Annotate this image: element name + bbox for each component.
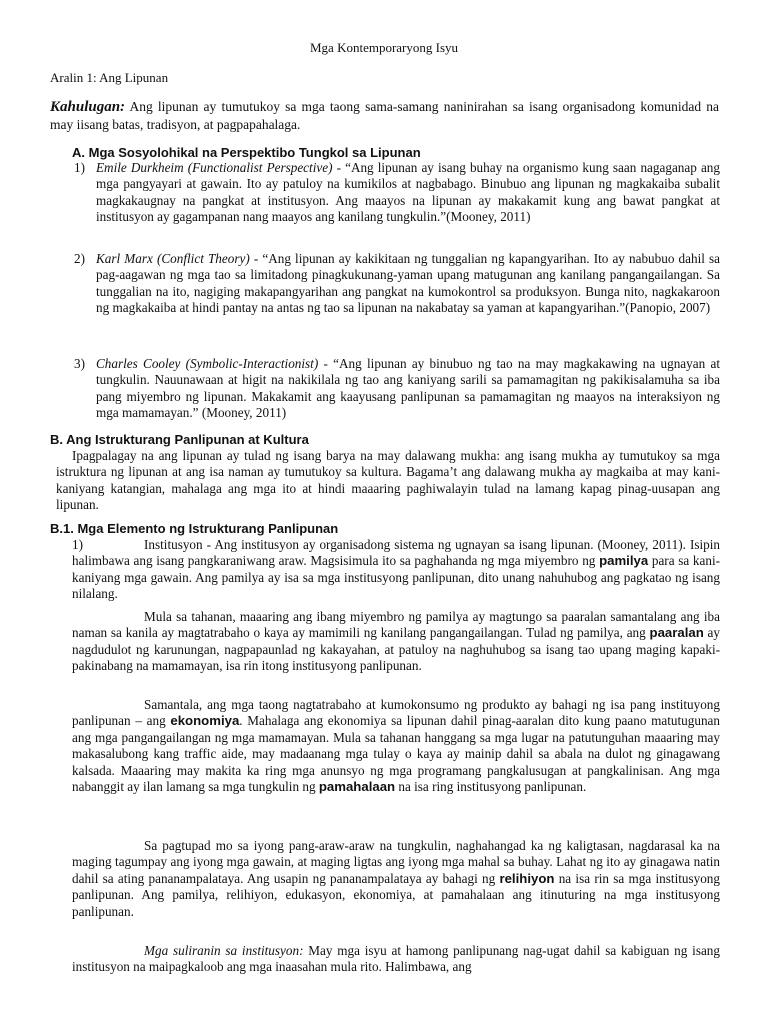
paragraph-text: Mula sa tahanan, maaaring ang ibang miyembro ng pamilya ay magtungo sa paaralan samantalang ang iba naman sa kanila ay magtatrabaho o kaya ay mamimili ng kanilang pangangailangan. Tulad ng pamilya, ang (72, 609, 720, 641)
problems-label: Mga suliranin sa institusyon: (144, 943, 304, 958)
institution-problems-paragraph (72, 943, 720, 976)
lesson-title: Aralin 1: Ang Lipunan (50, 70, 169, 85)
keyword-relihiyon: relihiyon (499, 870, 555, 886)
paragraph-text: na isa rin sa mga institusyong panlipunan. Ang pamilya, relihiyon, edukasyon, ekonomiya, at pamahalaan ang itinuturing na mga institusyong panlipunan. (72, 870, 720, 919)
item-number: 2) (74, 251, 85, 266)
document-title: Mga Kontemporaryong Isyu (309, 40, 459, 55)
perspective-text: - “Ang lipunan ay binubuo ng tao na may magkakawing na ugnayan at tungkulin. Nauunawaan at higit na nakikilala ng tao ang kaniyang sarili sa pamamagitan ng pakikisalamuha sa iba pang miyembro ng lipunan. Makakamit ang kaayusang panlipunan sa pamamagitan ng maayos na interaksiyon ng mga mamamayan.” (Mooney, 2011) (96, 356, 720, 421)
perspective-item (74, 160, 720, 226)
keyword-paaralan: paaralan (649, 625, 704, 641)
section-b1-heading: B.1. Mga Elemento ng Istrukturang Panlipunan (50, 521, 339, 536)
section-a-heading: A. Mga Sosyolohikal na Perspektibo Tungkol sa Lipunan (72, 145, 421, 160)
perspective-item (74, 356, 720, 422)
section-b-heading: B. Ang Istrukturang Panlipunan at Kultura (50, 432, 309, 447)
perspective-text: - “Ang lipunan ay isang buhay na organismo kung saan nagaganap ang mga pangyayari at gawain. Ito ay patuloy na kumikilos at nagbabago. Binubuo ang lipunan ng magkakaiba subalit magkakaugnay na pangkat at institusyon. Ang maayos na lipunan ay makakamit kung ang bawat pangkat at institusyon ay gagampanan nang maayos ang kanilang tungkulin.”(Mooney, 2011) (96, 160, 720, 225)
institution-paragraph (72, 537, 720, 603)
paragraph-text: May mga isyu at hamong panlipunang nag-ugat dahil sa kabiguan ng isang institusyon na maipagkaloob ang mga inaasahan mula rito. Halimbawa, ang (72, 943, 720, 975)
paragraph-text: Institusyon - Ang institusyon ay organisadong sistema ng ugnayan sa isang lipunan. (Mooney, 2011). Isipin halimbawa ang isang pangkaraniwang araw. Magsisimula ito sa paghahanda ng mga miyembro ng (72, 537, 720, 569)
item-number: 3) (74, 356, 85, 371)
item-number: 1) (74, 160, 85, 175)
perspective-text: - “Ang lipunan ay kakikitaan ng tunggalian ng kapangyarihan. Ito ay nabubuo dahil sa pag-aagawan ng mga tao sa limitadong pinagkukunang-yaman upang matugunan ang kanilang pangangailangan. Sa tunggalian na ito, nagiging makapangyarihan ang pangkat na kumokontrol sa produksyon. Bunga nito, nagkakaroon ng magkakaiba at hindi pantay na antas ng tao sa lipunan na nakabatay sa yaman at kapangyarihan.”(Panopio, 2007) (96, 251, 721, 316)
item-number: 1) (72, 537, 83, 552)
religion-paragraph (72, 838, 720, 920)
definition-paragraph (50, 98, 719, 133)
paragraph-text: Sa pagtupad mo sa iyong pang-araw-araw na tungkulin, naghahangad ka ng kaligtasan, nagdarasal ka na maging tagumpay ang iyong mga gawain, at maging ligtas ang iyong mga mahal sa buhay. Lahat ng ito ay ginagawa natin dahil sa ating pananampalataya. Ang usapin ng pananampalataya ay bahagi ng (72, 838, 720, 886)
paragraph-text: Samantala, ang mga taong nagtatrabaho at kumokonsumo ng produkto ay bahagi ng isa pang instituyong panlipunan – ang (72, 697, 720, 729)
section-b-paragraph: Ipagpalagay na ang lipunan ay tulad ng isang barya na may dalawang mukha: ang isang mukha ay tumutukoy sa mga istruktura ng lipunan at ang isa naman ay tumutukoy sa kultura. Bagama’t ang dalawang mukha ay magkaiba at may kani-kaniyang katangian, mahalaga ang mga ito at hindi maaaring paghiwalayin tulad na lamang kapag pinag-uusapan ang lipunan. (56, 448, 720, 513)
paragraph-text: ay nagdudulot ng karunungan, nagpapaunlad ng kakayahan, at patuloy na naghuhubog sa isang tao upang maging kapaki-pakinabang na mamamayan, isa rin itong institusyong panlipunan. (72, 625, 720, 674)
definition-label: Kahulugan: (50, 99, 126, 115)
definition-text: Ang lipunan ay tumutukoy sa mga taong sama-samang naninirahan sa isang organisadong komunidad na may iisang batas, tradisyon, at pagpapahalaga. (50, 99, 719, 132)
perspective-author: Charles Cooley (Symbolic-Interactionist) (96, 356, 319, 371)
paragraph-text: . Mahalaga ang ekonomiya sa lipunan dahil pinag-aaralan dito kung paano matutugunan ang mga pangangailangan ng mga mamamayan. Mula sa tahanan hanggang sa mga lugar na patutunguhan maaaring may makasalubong kang traffic aide, may madaanang mga tulay o kaya ay mainip dahil sa abala na dulot ng ginagawang kalsada. Maaaring may makita ka ring mga anunsyo ng mga programang pangkalusugan at pangkalinisan. Ang mga nabanggit ay ilan lamang sa mga tungkulin ng (72, 713, 720, 795)
school-paragraph (72, 609, 720, 675)
perspective-author: Emile Durkheim (Functionalist Perspective) (96, 160, 333, 175)
economy-paragraph (72, 697, 720, 795)
keyword-ekonomiya: ekonomiya (170, 713, 240, 729)
paragraph-text: na isa ring institusyong panlipunan. (395, 779, 587, 795)
perspective-item (74, 251, 721, 317)
perspective-author: Karl Marx (Conflict Theory) (96, 251, 250, 266)
keyword-pamahalaan: pamahalaan (318, 779, 396, 795)
paragraph-text: para sa kani-kaniyang mga gawain. Ang pamilya ay isa sa mga institusyong panlipunan, dito unang nahuhubog ang pagkatao ng isang nilalang. (72, 553, 720, 602)
keyword-pamilya: pamilya (599, 553, 649, 569)
